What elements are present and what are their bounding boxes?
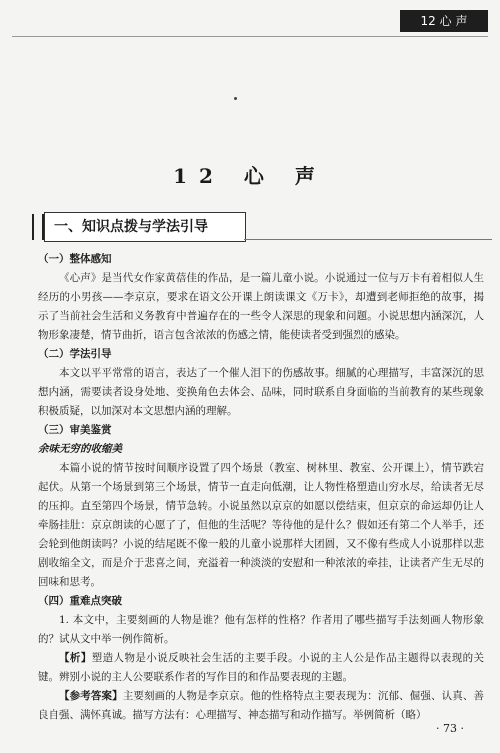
chapter-header-tab: 12 心 声 [400, 10, 488, 32]
section-title: 一、知识点拨与学法引导 [54, 219, 208, 235]
subheading-aesthetic-topic: 余味无穷的收缩美 [38, 443, 122, 455]
analysis-text: 塑造人物是小说反映社会生活的主要手段。小说的主人公是作品主题得以表现的关键。辨别小说的主人公要联系作者的写作目的和作品要表现的主题。 [38, 652, 485, 683]
subheading-overall: （一）整体感知 [38, 253, 112, 265]
page-title: 12 心 声 [173, 164, 327, 188]
section-header [32, 212, 492, 242]
paragraph-overall: 《心声》是当代女作家黄蓓佳的作品，是一篇儿童小说。小说通过一位与万卡有着相似人生经历的小男孩——李京京，要求在语文公开课上朗读课文《万卡》，却遭到老师拒绝的故事，揭示了当前社会生活和义务教育中普遍存在的一些令人深思的现象和问题。小说思想内涵深沉，人物形象凄楚，情节曲折，语言包含浓浓的伤感之情，能使读者受到强烈的感染。 [38, 272, 484, 341]
subheading-key-points: （四）重难点突破 [38, 595, 122, 607]
question-1: 1. 本文中，主要刻画的人物是谁？他有怎样的性格？作者用了哪些描写手法刻画人物形象的？试从文中举一例作简析。 [38, 614, 484, 645]
ornament-dot [234, 97, 237, 100]
paragraph-method: 本文以平平常常的语言，表达了一个催人泪下的伤感故事。细腻的心理描写，丰富深沉的思想内涵，需要读者设身处地、变换角色去体会、品味，同时联系自身面临的当前教育的某些现象积极质疑，以加深对本文思想内涵的理解。 [38, 367, 484, 417]
answer-paragraph [38, 687, 484, 725]
header-rule [12, 36, 488, 37]
answer-text: 主要刻画的人物是李京京。他的性格特点主要表现为：沉郁、倔强、认真、善良自强、满怀真诚。描写方法有：心理描写、神态描写和动作描写。举例简析（略） [38, 690, 485, 721]
page-number: · 73 · [436, 722, 464, 735]
section-rule [244, 239, 492, 240]
answer-tag: 【参考答案】 [59, 690, 123, 702]
analysis-tag: 【析】 [59, 652, 92, 664]
analysis-paragraph [38, 649, 484, 687]
paragraph-aesthetic: 本篇小说的情节按时间顺序设置了四个场景（教室、树林里、教室、公开课上），情节跌宕起伏。从第一个场景到第三个场景，情节一直走向低潮，让人物性格塑造山穷水尽，给读者无尽的压抑。直至第四个场景，情节急转。小说虽然以京京的如愿以偿结束，但京京的命运却仍让人牵肠挂肚：京京朗读的心愿了了，但他的生活呢？等待他的是什么？假如还有第二个人举手，还会轮到他朗读吗？小说的结尾既不像一般的儿童小说那样大团圆，又不像有些成人小说那样以悲剧收缩全文，而是介于悲喜之间，充溢着一种淡淡的安慰和一种浓浓的牵挂，让读者产生无尽的回味和思考。 [38, 462, 484, 588]
section-marker-icon [32, 214, 44, 240]
subheading-method: （二）学法引导 [38, 348, 112, 360]
subheading-aesthetic: （三）审美鉴赏 [38, 424, 112, 436]
article-body [38, 250, 484, 725]
